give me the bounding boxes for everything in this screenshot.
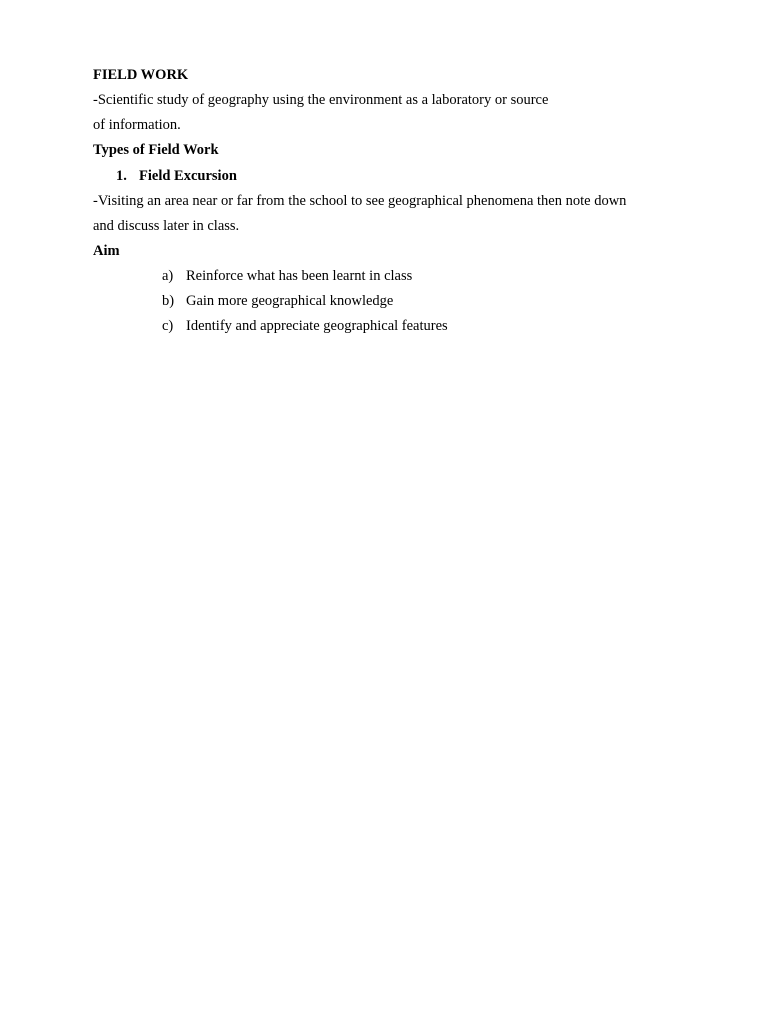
type-item-field-excursion — [116, 167, 237, 185]
aim-item-c — [162, 317, 448, 335]
aim-text: Identify and appreciate geographical features — [186, 318, 448, 334]
types-heading: Types of Field Work — [93, 142, 219, 158]
aim-marker: b) — [162, 293, 175, 309]
aim-text: Gain more geographical knowledge — [186, 293, 394, 309]
aim-marker: a) — [162, 268, 174, 284]
definition-line-2: of information. — [93, 117, 181, 133]
definition-line-1: -Scientific study of geography using the environment as a laboratory or source — [93, 92, 549, 108]
type-item-label: Field Excursion — [139, 168, 237, 184]
aim-heading: Aim — [93, 243, 120, 259]
type-item-number: 1. — [116, 168, 127, 184]
aim-item-a — [162, 267, 412, 285]
aim-item-b — [162, 292, 393, 310]
page-heading: FIELD WORK — [93, 67, 189, 83]
excursion-line-1: -Visiting an area near or far from the school to see geographical phenomena then note down — [93, 193, 627, 209]
excursion-line-2: and discuss later in class. — [93, 218, 240, 234]
aim-text: Reinforce what has been learnt in class — [186, 268, 413, 284]
aim-marker: c) — [162, 318, 174, 334]
